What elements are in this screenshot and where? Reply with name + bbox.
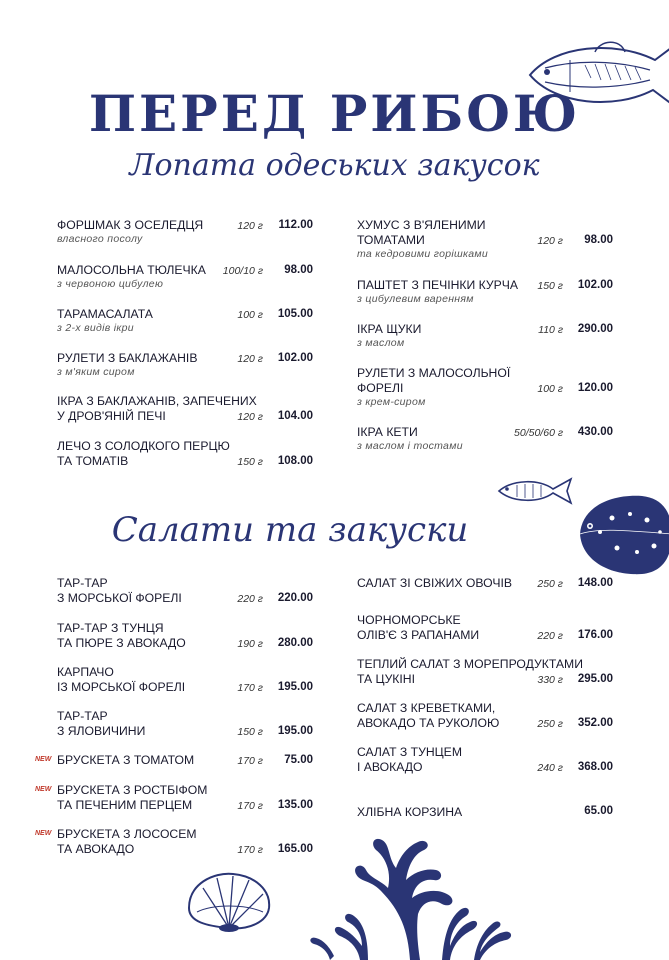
item-weight: 120 г [537,235,563,247]
item-weight: 100/10 г [222,265,263,277]
menu-item [57,665,317,695]
item-price: 148.00 [577,577,613,589]
item-weight: 100 г [537,383,563,395]
section-title-starters: Лопата одеських закусок [129,148,540,183]
item-weight: 120 г [237,220,263,232]
item-name: ІКРА КЕТИ [357,425,418,439]
menu-item [357,218,617,261]
item-price: 352.00 [577,717,613,729]
item-weight: 150 г [237,726,263,738]
menu-item [357,576,617,591]
flounder-icon [572,488,669,580]
item-weight: 120 г [237,411,263,423]
item-description: з червоною цибулею [57,278,164,290]
item-name: ЧОРНОМОРСЬКЕ ОЛІВ'Є З РАПАНАМИ [357,613,480,642]
item-price: 102.00 [577,279,613,291]
shell-icon [183,868,275,934]
item-price: 165.00 [277,843,313,855]
menu-item [35,783,317,813]
salads-right-column [357,576,617,826]
item-name: РУЛЕТИ З БАКЛАЖАНІВ [57,351,198,365]
item-weight: 150 г [237,456,263,468]
item-price: 295.00 [577,673,613,685]
item-weight: 120 г [237,353,263,365]
menu-item [57,351,317,379]
item-name: ІКРА ЩУКИ [357,322,422,336]
menu-item [357,701,617,731]
item-description: з м'яким сиром [57,366,135,378]
menu-item [357,322,617,350]
item-weight: 170 г [237,800,263,812]
menu-item [357,805,617,820]
new-badge: NEW [35,830,52,837]
menu-item [57,307,317,335]
item-weight: 170 г [237,755,263,767]
salads-left-column [35,576,317,866]
item-weight: 100 г [237,309,263,321]
item-weight: 330 г [537,674,563,686]
menu-item [357,425,617,453]
item-description: з маслом і тостами [357,440,463,452]
item-price: 75.00 [284,754,313,766]
item-name: ТАР-ТАР З МОРСЬКОЇ ФОРЕЛІ [57,576,182,605]
item-price: 135.00 [277,799,313,811]
item-price: 108.00 [277,455,313,467]
item-price: 65.00 [584,805,613,817]
item-price: 104.00 [277,410,313,422]
item-weight: 240 г [537,762,563,774]
item-name: САЛАТ З ТУНЦЕМ І АВОКАДО [357,745,462,774]
menu-item [57,263,317,291]
item-name: ХЛІБНА КОРЗИНА [357,805,463,819]
menu-item [357,657,617,687]
item-weight: 50/50/60 г [514,427,563,439]
item-price: 102.00 [277,352,313,364]
item-price: 105.00 [277,308,313,320]
item-name: КАРПАЧО ІЗ МОРСЬКОЇ ФОРЕЛІ [57,665,186,694]
item-name: ТАР-ТАР З ТУНЦЯ ТА ПЮРЕ З АВОКАДО [57,621,186,650]
item-price: 98.00 [284,264,313,276]
item-price: 280.00 [277,637,313,649]
item-weight: 150 г [537,280,563,292]
item-description: з маслом [357,337,405,349]
item-weight: 220 г [237,593,263,605]
item-description: власного посолу [57,233,143,245]
item-name: МАЛОСОЛЬНА ТЮЛЕЧКА [57,263,206,277]
item-weight: 170 г [237,844,263,856]
item-description: з крем-сиром [357,396,426,408]
page-title: ПЕРЕД РИБОЮ [88,84,581,143]
menu-item [357,278,617,306]
item-name: ТАРАМАСАЛАТА [57,307,153,321]
item-description: з цибулевим варенням [357,293,474,305]
section-title-salads: Салати та закуски [111,510,469,550]
item-description: з 2-х видів ікри [57,322,134,334]
item-price: 368.00 [577,761,613,773]
menu-item [35,753,317,768]
item-price: 112.00 [278,219,313,231]
item-price: 176.00 [577,629,613,641]
item-name: ІКРА З БАКЛАЖАНІВ, ЗАПЕЧЕНИХ У ДРОВ'ЯНІЙ ПЕЧІ [57,394,257,423]
item-name: БРУСКЕТА З ТОМАТОМ [57,753,195,767]
item-name: ПАШТЕТ З ПЕЧІНКИ КУРЧА [357,278,519,292]
menu-item [57,621,317,651]
starters-left-column [57,218,317,478]
menu-item [57,218,317,246]
item-name: БРУСКЕТА З ЛОСОСЕМ ТА АВОКАДО [57,827,197,856]
menu-item [357,745,617,775]
menu-item [35,827,317,857]
item-price: 430.00 [577,426,613,438]
starters-right-column [357,218,617,458]
menu-item [57,439,317,469]
item-name: САЛАТ ЗІ СВІЖИХ ОВОЧІВ [357,576,512,590]
item-name: ФОРШМАК З ОСЕЛЕДЦЯ [57,218,204,232]
item-weight: 250 г [537,578,563,590]
item-weight: 190 г [237,638,263,650]
item-price: 98.00 [584,234,613,246]
menu-item [357,366,617,409]
small-fish-icon [495,475,575,507]
item-price: 290.00 [577,323,613,335]
item-name: САЛАТ З КРЕВЕТКАМИ, АВОКАДО ТА РУКОЛОЮ [357,701,500,730]
item-weight: 170 г [237,682,263,694]
item-description: та кедровими горішками [357,248,489,260]
item-price: 195.00 [277,681,313,693]
menu-item [57,394,317,424]
new-badge: NEW [35,756,52,763]
item-price: 195.00 [277,725,313,737]
item-weight: 250 г [537,718,563,730]
item-price: 120.00 [577,382,613,394]
menu-item [57,576,317,606]
item-name: БРУСКЕТА З РОСТБІФОМ ТА ПЕЧЕНИМ ПЕРЦЕМ [57,783,208,812]
item-weight: 110 г [538,324,563,336]
item-name: ТЕПЛИЙ САЛАТ З МОРЕПРОДУКТАМИ ТА ЦУКІНІ [357,657,583,686]
item-name: ЛЕЧО З СОЛОДКОГО ПЕРЦЮ ТА ТОМАТІВ [57,439,230,468]
item-name: ХУМУС З В'ЯЛЕНИМИ ТОМАТАМИ [357,218,486,247]
item-weight: 220 г [537,630,563,642]
coral-icon [300,830,530,960]
item-price: 220.00 [277,592,313,604]
new-badge: NEW [35,786,52,793]
menu-item [57,709,317,739]
menu-item [357,613,617,643]
item-name: РУЛЕТИ З МАЛОСОЛЬНОЇ ФОРЕЛІ [357,366,511,395]
item-name: ТАР-ТАР З ЯЛОВИЧИНИ [57,709,146,738]
